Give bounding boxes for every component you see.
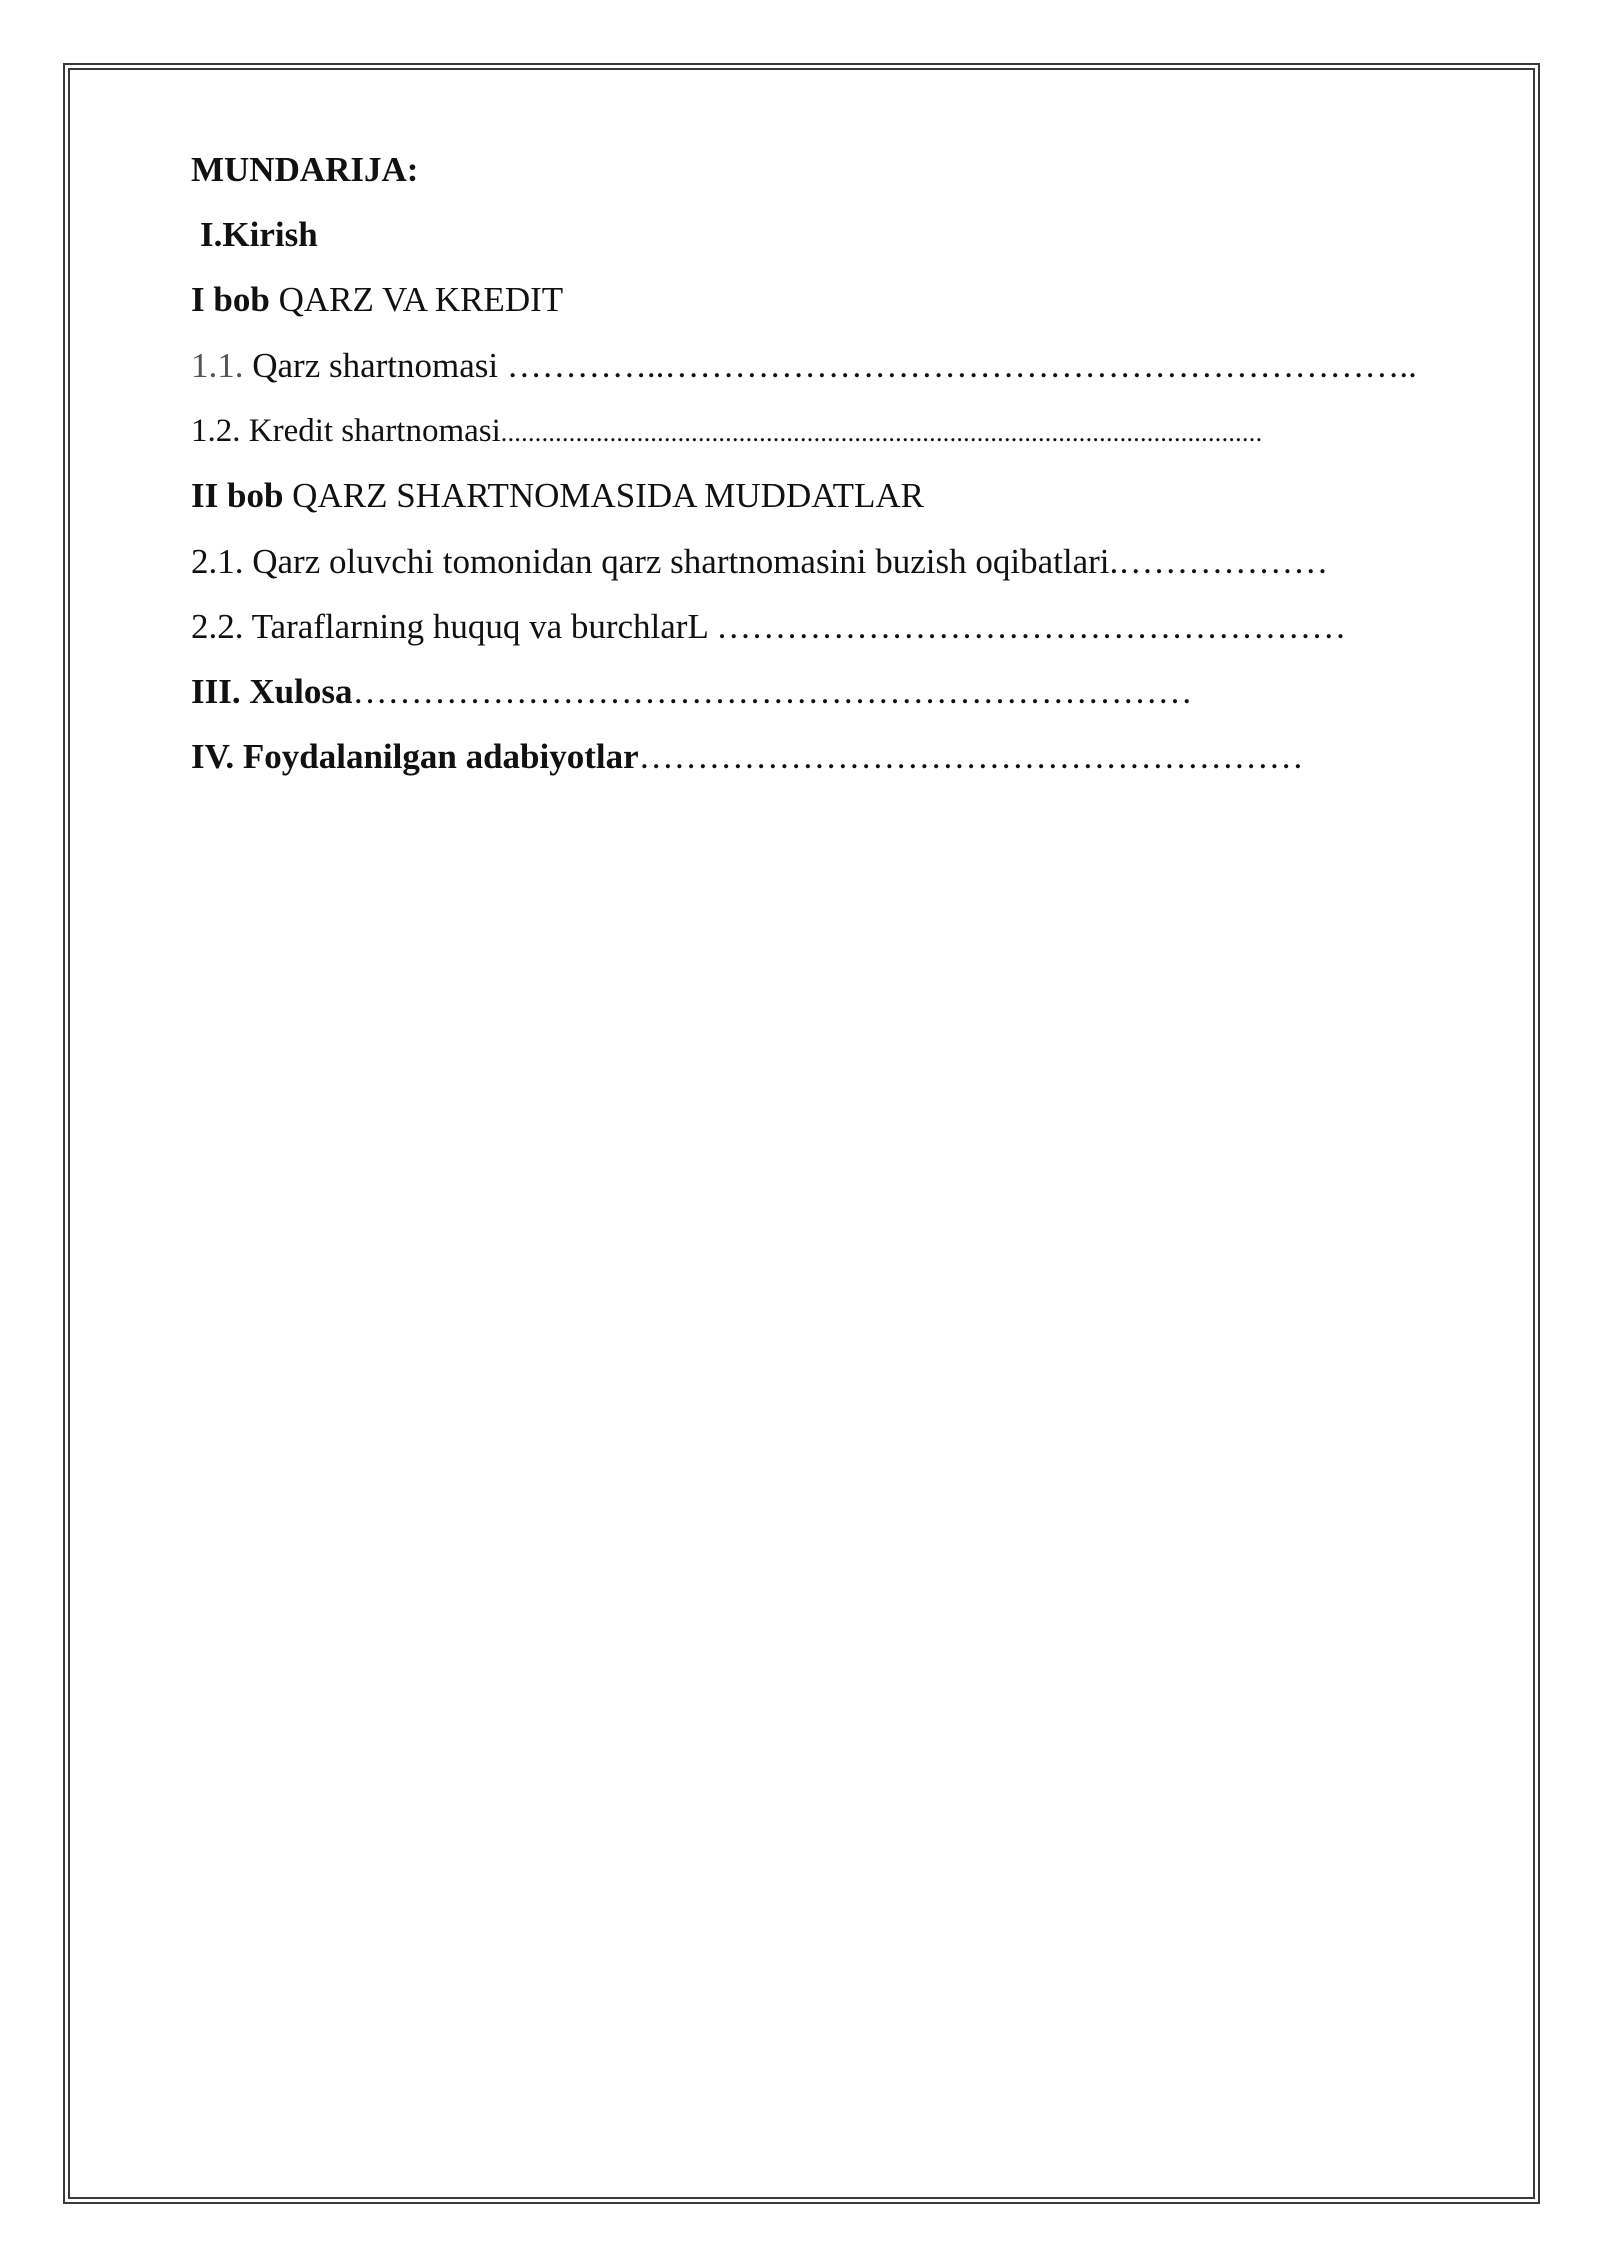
references-leader: ………………………………………………… (638, 737, 1304, 776)
item-2-1-text: 2.1. Qarz oluvchi tomonidan qarz shartnomasini buzish oqibatlari. (191, 542, 1119, 581)
references-label: IV. Foydalanilgan adabiyotlar (191, 737, 639, 776)
toc-chapter-2 (191, 476, 924, 516)
item-2-2-leader: ……………………………………………… (716, 607, 1347, 646)
toc-item-2-1 (191, 542, 1328, 582)
item-2-1-leader: ……………… (1118, 542, 1329, 581)
toc-references (191, 737, 1304, 777)
item-1-1-leader: …………..……………………………………………………….. (506, 346, 1417, 385)
toc-intro: I.Kirish (200, 215, 318, 254)
toc-chapter-1 (191, 280, 563, 320)
toc-conclusion (191, 672, 1192, 712)
toc-item-1-2 (191, 411, 1262, 453)
chapter-2-title: QARZ SHARTNOMASIDA MUDDATLAR (283, 476, 925, 515)
toc-item-2-2 (191, 607, 1346, 647)
chapter-2-prefix: II bob (191, 476, 284, 515)
chapter-1-title: QARZ VA KREDIT (269, 280, 564, 319)
item-1-1-number: 1.1. (191, 346, 244, 385)
toc-item-1-1 (191, 346, 1417, 386)
item-2-2-text: 2.2. Taraflarning huquq va burchlarL (191, 607, 717, 646)
item-1-2-leader: ................................................................................................................ (500, 418, 1263, 447)
conclusion-leader: ……………………………………………………………… (352, 672, 1193, 711)
item-1-2-text: 1.2. Kredit shartnomasi (191, 413, 501, 449)
chapter-1-prefix: I bob (191, 280, 270, 319)
item-1-1-text: Qarz shartnomasi (243, 346, 507, 385)
conclusion-label: III. Xulosa (191, 672, 353, 711)
page-border-inner (68, 68, 1535, 2199)
toc-title: MUNDARIJA: (191, 150, 419, 189)
